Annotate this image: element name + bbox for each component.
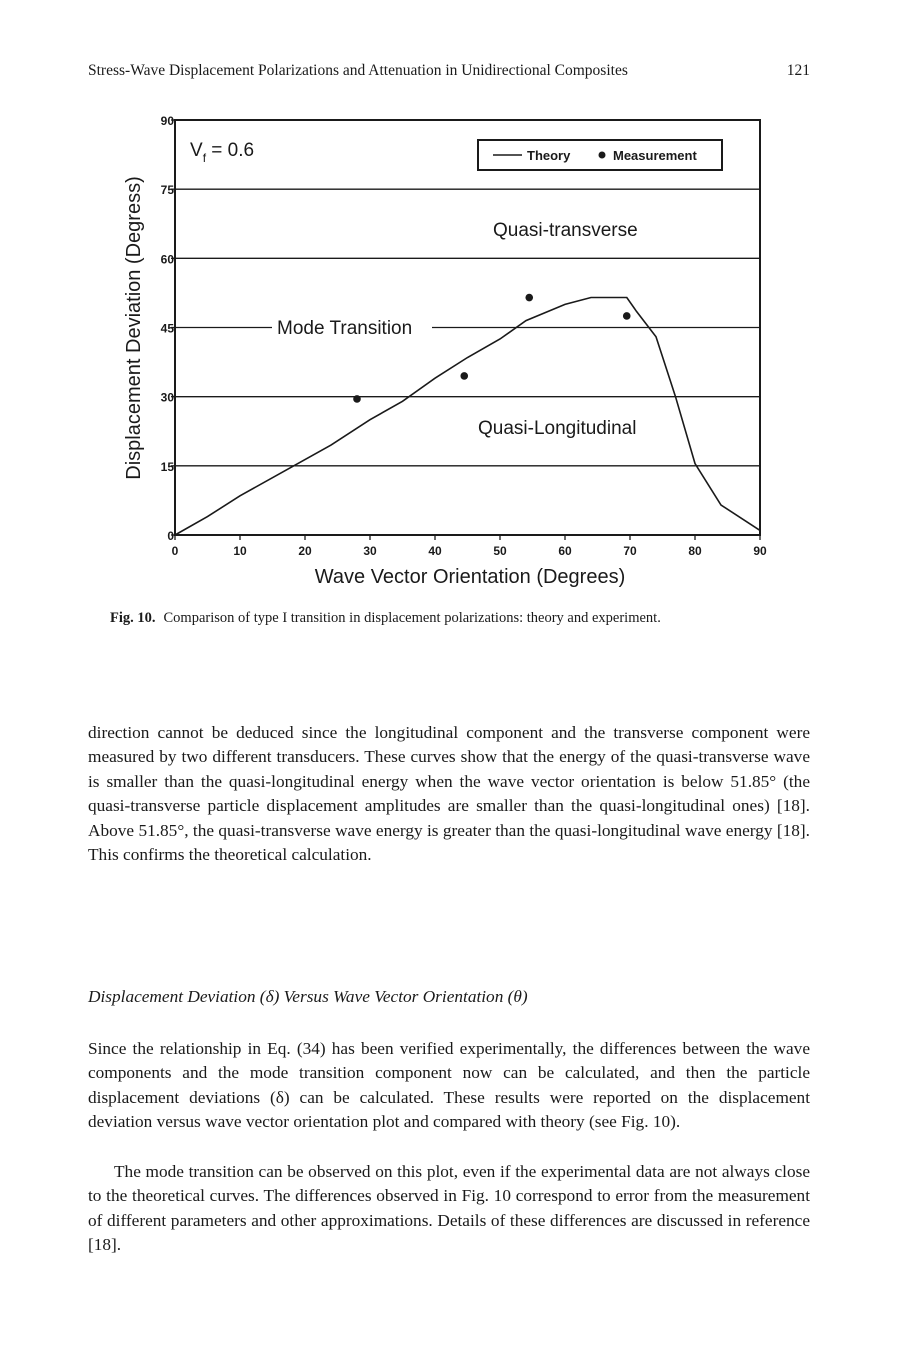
caption-label: Fig. 10. xyxy=(110,610,156,626)
y-tick-label: 75 xyxy=(160,183,174,198)
x-tick-label: 30 xyxy=(363,544,377,558)
y-tick-label: 15 xyxy=(160,459,174,474)
y-tick-label: 30 xyxy=(160,390,174,405)
legend-measurement-marker xyxy=(599,152,606,159)
legend-theory-label: Theory xyxy=(527,148,571,163)
x-tick-labels xyxy=(172,544,767,558)
section-heading: Displacement Deviation (δ) Versus Wave Vector Orientation (θ) xyxy=(88,987,528,1006)
paragraph-1: direction cannot be deduced since the longitudinal component and the transverse component were measured by two different transducers. These curves show that the energy of the quasi-transverse wave is smaller than the quasi-longitudinal energy when the wave vector orientation is below 51.85° (the quasi-transverse particle displacement amplitudes are smaller than the quasi-longitudinal ones) [18]. Above 51.85°, the quasi-transverse wave energy is greater than the quasi-longitudinal wave energy [18]. This confirms the theoretical calculation. xyxy=(88,723,810,865)
quasi-transverse-label: Quasi-transverse xyxy=(493,220,638,241)
volume-fraction-label: $V_f = 0.6$ xyxy=(190,140,255,165)
y-tick-label: 45 xyxy=(160,321,174,336)
x-tick-label: 10 xyxy=(233,544,247,558)
running-head xyxy=(88,62,810,80)
paragraph-2: Since the relationship in Eq. (34) has been verified experimentally, the differences between the wave components and the mode transition component now can be calculated, and then the particle displacement deviations (δ) can be calculated. These results were reported on the displacement deviation versus wave vector orientation plot and compared with theory (see Fig. 10). xyxy=(88,1039,810,1132)
axis-ticks xyxy=(171,120,760,540)
x-tick-label: 60 xyxy=(558,544,572,558)
y-tick-label: 0 xyxy=(167,529,174,543)
measurement-point xyxy=(353,395,361,403)
x-tick-label: 80 xyxy=(688,544,702,558)
measurement-point xyxy=(460,372,468,380)
x-tick-label: 50 xyxy=(493,544,507,558)
measurement-point xyxy=(525,294,533,302)
legend xyxy=(478,140,722,170)
grid-lines xyxy=(175,189,760,466)
theory-curve xyxy=(175,298,760,536)
page-number: 121 xyxy=(786,62,810,79)
caption-text: Comparison of type I transition in displacement polarizations: theory and experiment. xyxy=(163,610,661,626)
measurement-point xyxy=(623,312,631,320)
mode-transition-label: Mode Transition xyxy=(277,318,413,339)
x-tick-label: 70 xyxy=(623,544,637,558)
x-tick-label: 0 xyxy=(171,544,179,558)
quasi-longitudinal-label: Quasi-Longitudinal xyxy=(478,418,637,439)
x-tick-label: 40 xyxy=(428,544,442,558)
x-tick-label: 20 xyxy=(298,544,312,558)
y-axis-label: Displacement Deviation (Degress) xyxy=(123,176,145,480)
y-tick-label: 60 xyxy=(160,252,174,267)
figure-caption xyxy=(110,610,810,627)
x-tick-label: 90 xyxy=(753,544,767,558)
figure-10-chart xyxy=(0,100,900,600)
measurement-points xyxy=(353,294,630,403)
y-tick-labels xyxy=(161,114,175,543)
legend-measurement-label: Measurement xyxy=(613,148,697,163)
running-title: Stress-Wave Displacement Polarizations and Attenuation in Unidirectional Composites xyxy=(88,62,628,79)
paragraph-3: The mode transition can be observed on this plot, even if the experimental data are not always close to the theoretical curves. The differences observed in Fig. 10 correspond to error from the measurement of different parameters and other approximations. Details of these differences are discussed in reference [18]. xyxy=(88,1162,810,1255)
x-axis-label: Wave Vector Orientation (Degrees) xyxy=(314,566,626,588)
y-tick-label: 90 xyxy=(160,114,174,128)
